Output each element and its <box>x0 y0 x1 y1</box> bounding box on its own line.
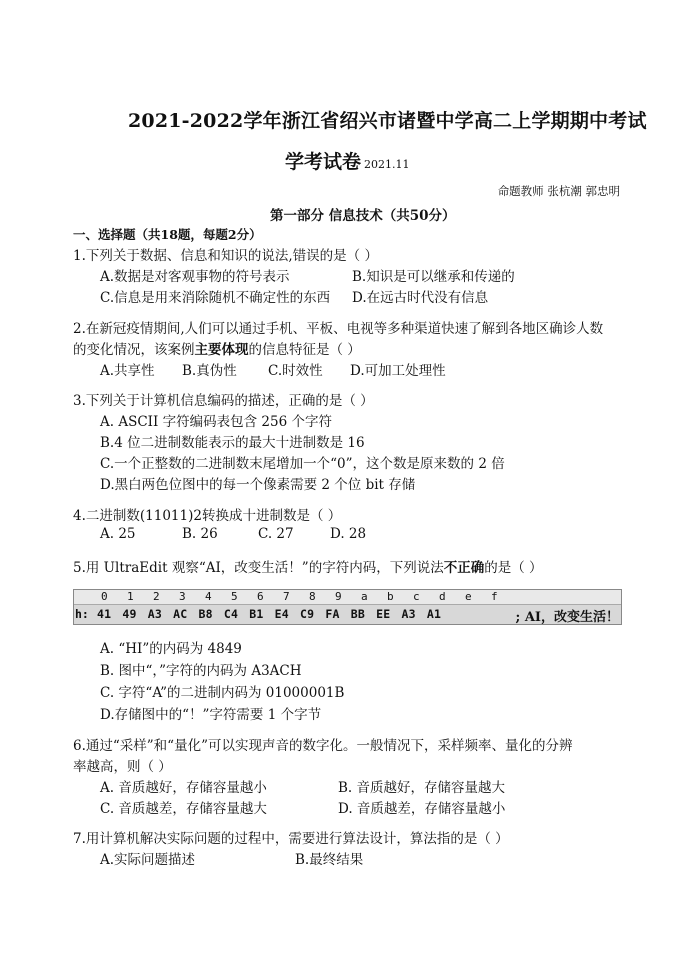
question-6-stem-line1: 6.通过“采样”和“量化”可以实现声音的数字化。一般情况下，采样频率、量化的分辨 <box>73 738 573 754</box>
question-4-stem: 4.二进制数(11011)2转换成十进制数是（ ） <box>73 508 342 524</box>
question-1-option-a: A.数据是对客观事物的符号表示 <box>100 269 290 285</box>
question-6-option-d: D. 音质越差，存储容量越小 <box>338 801 506 817</box>
hex-col-6: 6 <box>257 590 264 603</box>
question-5-option-d: D.存储图中的“！”字符需要 1 个字节 <box>100 707 322 723</box>
hex-col-c: c <box>413 590 420 603</box>
exam-subtitle <box>285 147 410 174</box>
question-4-option-c: C. 27 <box>258 526 294 542</box>
question-2-option-d: D.可加工处理性 <box>350 363 446 379</box>
hex-col-d: d <box>439 590 446 603</box>
question-1-option-b: B.知识是可以继承和传递的 <box>352 269 515 285</box>
exam-date: 2021.11 <box>364 158 410 171</box>
question-1-stem: 1.下列关于数据、信息和知识的说法,错误的是（ ） <box>73 248 378 264</box>
question-6-option-c: C. 音质越差，存储容量越大 <box>100 801 267 817</box>
question-3-option-c: C.一个正整数的二进制数末尾增加一个“0”，这个数是原来数的 2 倍 <box>100 456 505 472</box>
hex-col-7: 7 <box>283 590 290 603</box>
question-4-option-b: B. 26 <box>182 526 218 542</box>
hex-col-a: a <box>361 590 368 603</box>
question-1-option-d: D.在远古时代没有信息 <box>352 290 489 306</box>
question-5-stem-pre: 5.用 UltraEdit 观察“AI，改变生活！”的字符内码，下列说法 <box>73 560 444 576</box>
question-4-option-a: A. 25 <box>100 526 136 542</box>
exam-authors: 命题教师 张杭潮 郭忠明 <box>497 184 620 198</box>
question-6-option-a: A. 音质越好，存储容量越小 <box>100 780 267 796</box>
question-2-option-b: B.真伪性 <box>182 363 237 379</box>
question-6-option-b: B. 音质越好，存储容量越大 <box>338 780 506 796</box>
question-2-stem-emphasis: 主要体现 <box>194 342 249 358</box>
question-1-option-c: C.信息是用来消除随机不确定性的东西 <box>100 290 331 306</box>
question-5-stem <box>73 556 543 576</box>
question-2-stem-pre: 的变化情况，该案例 <box>73 342 195 358</box>
question-4-option-d: D. 28 <box>330 526 367 542</box>
hex-col-b: b <box>387 590 394 603</box>
hex-col-8: 8 <box>309 590 316 603</box>
question-5-option-c: C. 字符“A”的二进制内码为 01000001B <box>100 685 345 701</box>
question-2-stem-line1: 2.在新冠疫情期间,人们可以通过手机、平板、电视等多种渠道快速了解到各地区确诊人数 <box>73 321 604 337</box>
hex-bytes: 41 49 A3 AC B8 C4 B1 E4 C9 FA BB EE A3 A1 <box>97 607 442 621</box>
hex-col-0: 0 <box>101 590 108 603</box>
question-3-option-b: B.4 位二进制数能表示的最大十进制数是 16 <box>100 435 365 451</box>
question-5-stem-emphasis: 不正确 <box>443 560 485 576</box>
hex-col-e: e <box>465 590 472 603</box>
exam-title: 2021-2022学年浙江省绍兴市诸暨中学高二上学期期中考试 <box>128 110 647 132</box>
hex-col-f: f <box>491 590 498 603</box>
question-2-stem-line2 <box>73 338 361 358</box>
hex-char-preview: ; AI，改变生活！ <box>515 610 619 625</box>
hex-col-2: 2 <box>153 590 160 603</box>
question-5-option-b: B. 图中“，”字符的内码为 A3ACH <box>100 663 302 679</box>
hex-data-row <box>74 605 621 624</box>
hex-col-9: 9 <box>335 590 342 603</box>
subtitle-text: 学考试卷 <box>285 151 362 173</box>
hex-column-header <box>74 590 621 605</box>
section-title: 一、选择题（共18题，每题2分） <box>73 227 262 242</box>
question-6-stem-line2: 率越高，则（ ） <box>73 759 172 775</box>
question-7-stem: 7.用计算机解决实际问题的过程中，需要进行算法设计，算法指的是（ ） <box>73 831 509 847</box>
question-3-option-d: D.黑白两色位图中的每一个像素需要 2 个位 bit 存储 <box>100 477 416 493</box>
question-2-stem-post: 的信息特征是（ ） <box>248 342 361 358</box>
question-5-option-a: A. “HI”的内码为 4849 <box>100 641 242 657</box>
ultraedit-hex-view <box>73 589 622 625</box>
question-2-option-a: A.共享性 <box>100 363 155 379</box>
question-3-option-a: A. ASCII 字符编码表包含 256 个字符 <box>100 414 332 430</box>
hex-address: h: <box>75 607 89 621</box>
question-7-option-b: B.最终结果 <box>295 852 364 868</box>
part-title: 第一部分 信息技术（共50分） <box>270 208 456 224</box>
hex-col-1: 1 <box>127 590 134 603</box>
hex-col-4: 4 <box>205 590 212 603</box>
question-2-option-c: C.时效性 <box>268 363 323 379</box>
question-5-stem-post: 的是（ ） <box>484 560 543 576</box>
hex-col-3: 3 <box>179 590 186 603</box>
hex-col-5: 5 <box>231 590 238 603</box>
question-7-option-a: A.实际问题描述 <box>100 852 196 868</box>
question-3-stem: 3.下列关于计算机信息编码的描述，正确的是（ ） <box>73 393 374 409</box>
